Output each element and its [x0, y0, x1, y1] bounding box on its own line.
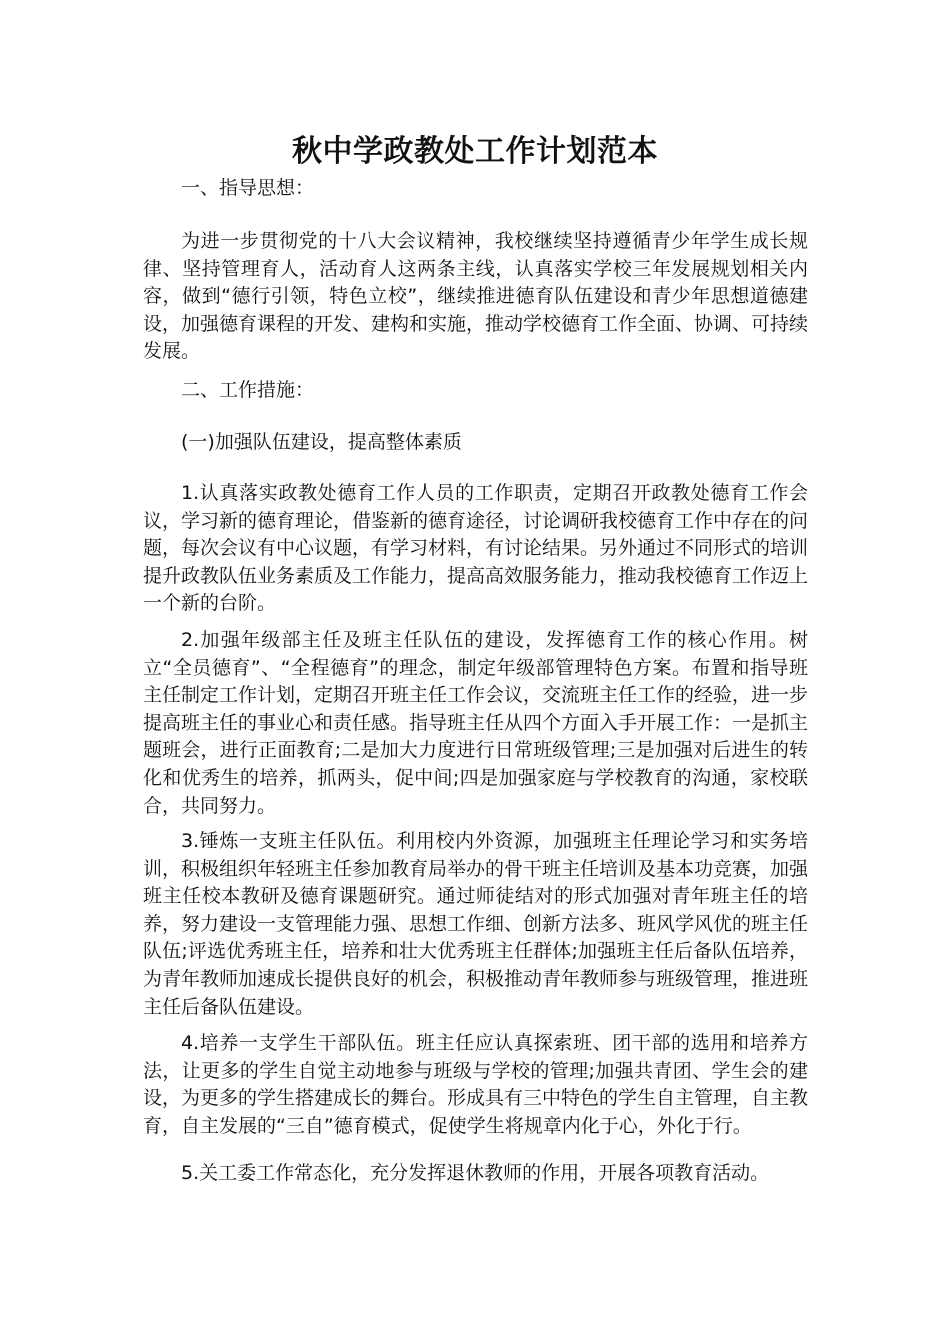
document-title: 秋中学政教处工作计划范本 [292, 134, 658, 169]
section-heading-guiding-ideology: 一、指导思想： [181, 177, 315, 199]
paragraph-guiding-ideology: 为进一步贯彻党的十八大会议精神，我校继续坚持遵循青少年学生成长规律、坚持管理育人，活动育人这两条主线，认真落实学校三年发展规划相关内容，做到“德行引领，特色立校”，继续推进德育队伍建设和青少年思想道德建设，加强德育课程的开发、建构和实施，推动学校德育工作全面、协调、可持续发展。 [143, 230, 809, 363]
paragraph-item-2: 2.加强年级部主任及班主任队伍的建设，发挥德育工作的核心作用。树立“全员德育”、“全程德育”的理念，制定年级部管理特色方案。布置和指导班主任制定工作计划，定期召开班主任工作会议，交流班主任工作的经验，进一步提高班主任的事业心和责任感。指导班主任从四个方面入手开展工作：一是抓主题班会，进行正面教育;二是加大力度进行日常班级管理;三是加强对后进生的转化和优秀生的培养，抓两头，促中间;四是加强家庭与学校教育的沟通，家校联合，共同努力。 [143, 629, 809, 817]
section-heading-work-measures: 二、工作措施： [181, 379, 315, 401]
subsection-heading-team-building: (一)加强队伍建设，提高整体素质 [181, 431, 462, 453]
paragraph-item-4: 4.培养一支学生干部队伍。班主任应认真探索班、团干部的选用和培养方法，让更多的学生自觉主动地参与班级与学校的管理;加强共青团、学生会的建设，为更多的学生搭建成长的舞台。形成具有三中特色的学生自主管理，自主教育，自主发展的“三自”德育模式，促使学生将规章内化于心，外化于行。 [143, 1032, 809, 1137]
paragraph-item-3: 3.锤炼一支班主任队伍。利用校内外资源，加强班主任理论学习和实务培训，积极组织年轻班主任参加教育局举办的骨干班主任培训及基本功竞赛，加强班主任校本教研及德育课题研究。通过师徒结对的形式加强对青年班主任的培养，努力建设一支管理能力强、思想工作细、创新方法多、班风学风优的班主任队伍;评选优秀班主任，培养和壮大优秀班主任群体;加强班主任后备队伍培养，为青年教师加速成长提供良好的机会，积极推动青年教师参与班级管理，推进班主任后备队伍建设。 [143, 830, 809, 1018]
paragraph-item-1: 1.认真落实政教处德育工作人员的工作职责，定期召开政教处德育工作会议，学习新的德育理论，借鉴新的德育途径，讨论调研我校德育工作中存在的问题，每次会议有中心议题，有学习材料，有讨论结果。另外通过不同形式的培训提升政教队伍业务素质及工作能力，提高高效服务能力，推动我校德育工作迈上一个新的台阶。 [143, 482, 809, 615]
paragraph-item-5: 5.关工委工作常态化，充分发挥退休教师的作用，开展各项教育活动。 [181, 1162, 770, 1184]
